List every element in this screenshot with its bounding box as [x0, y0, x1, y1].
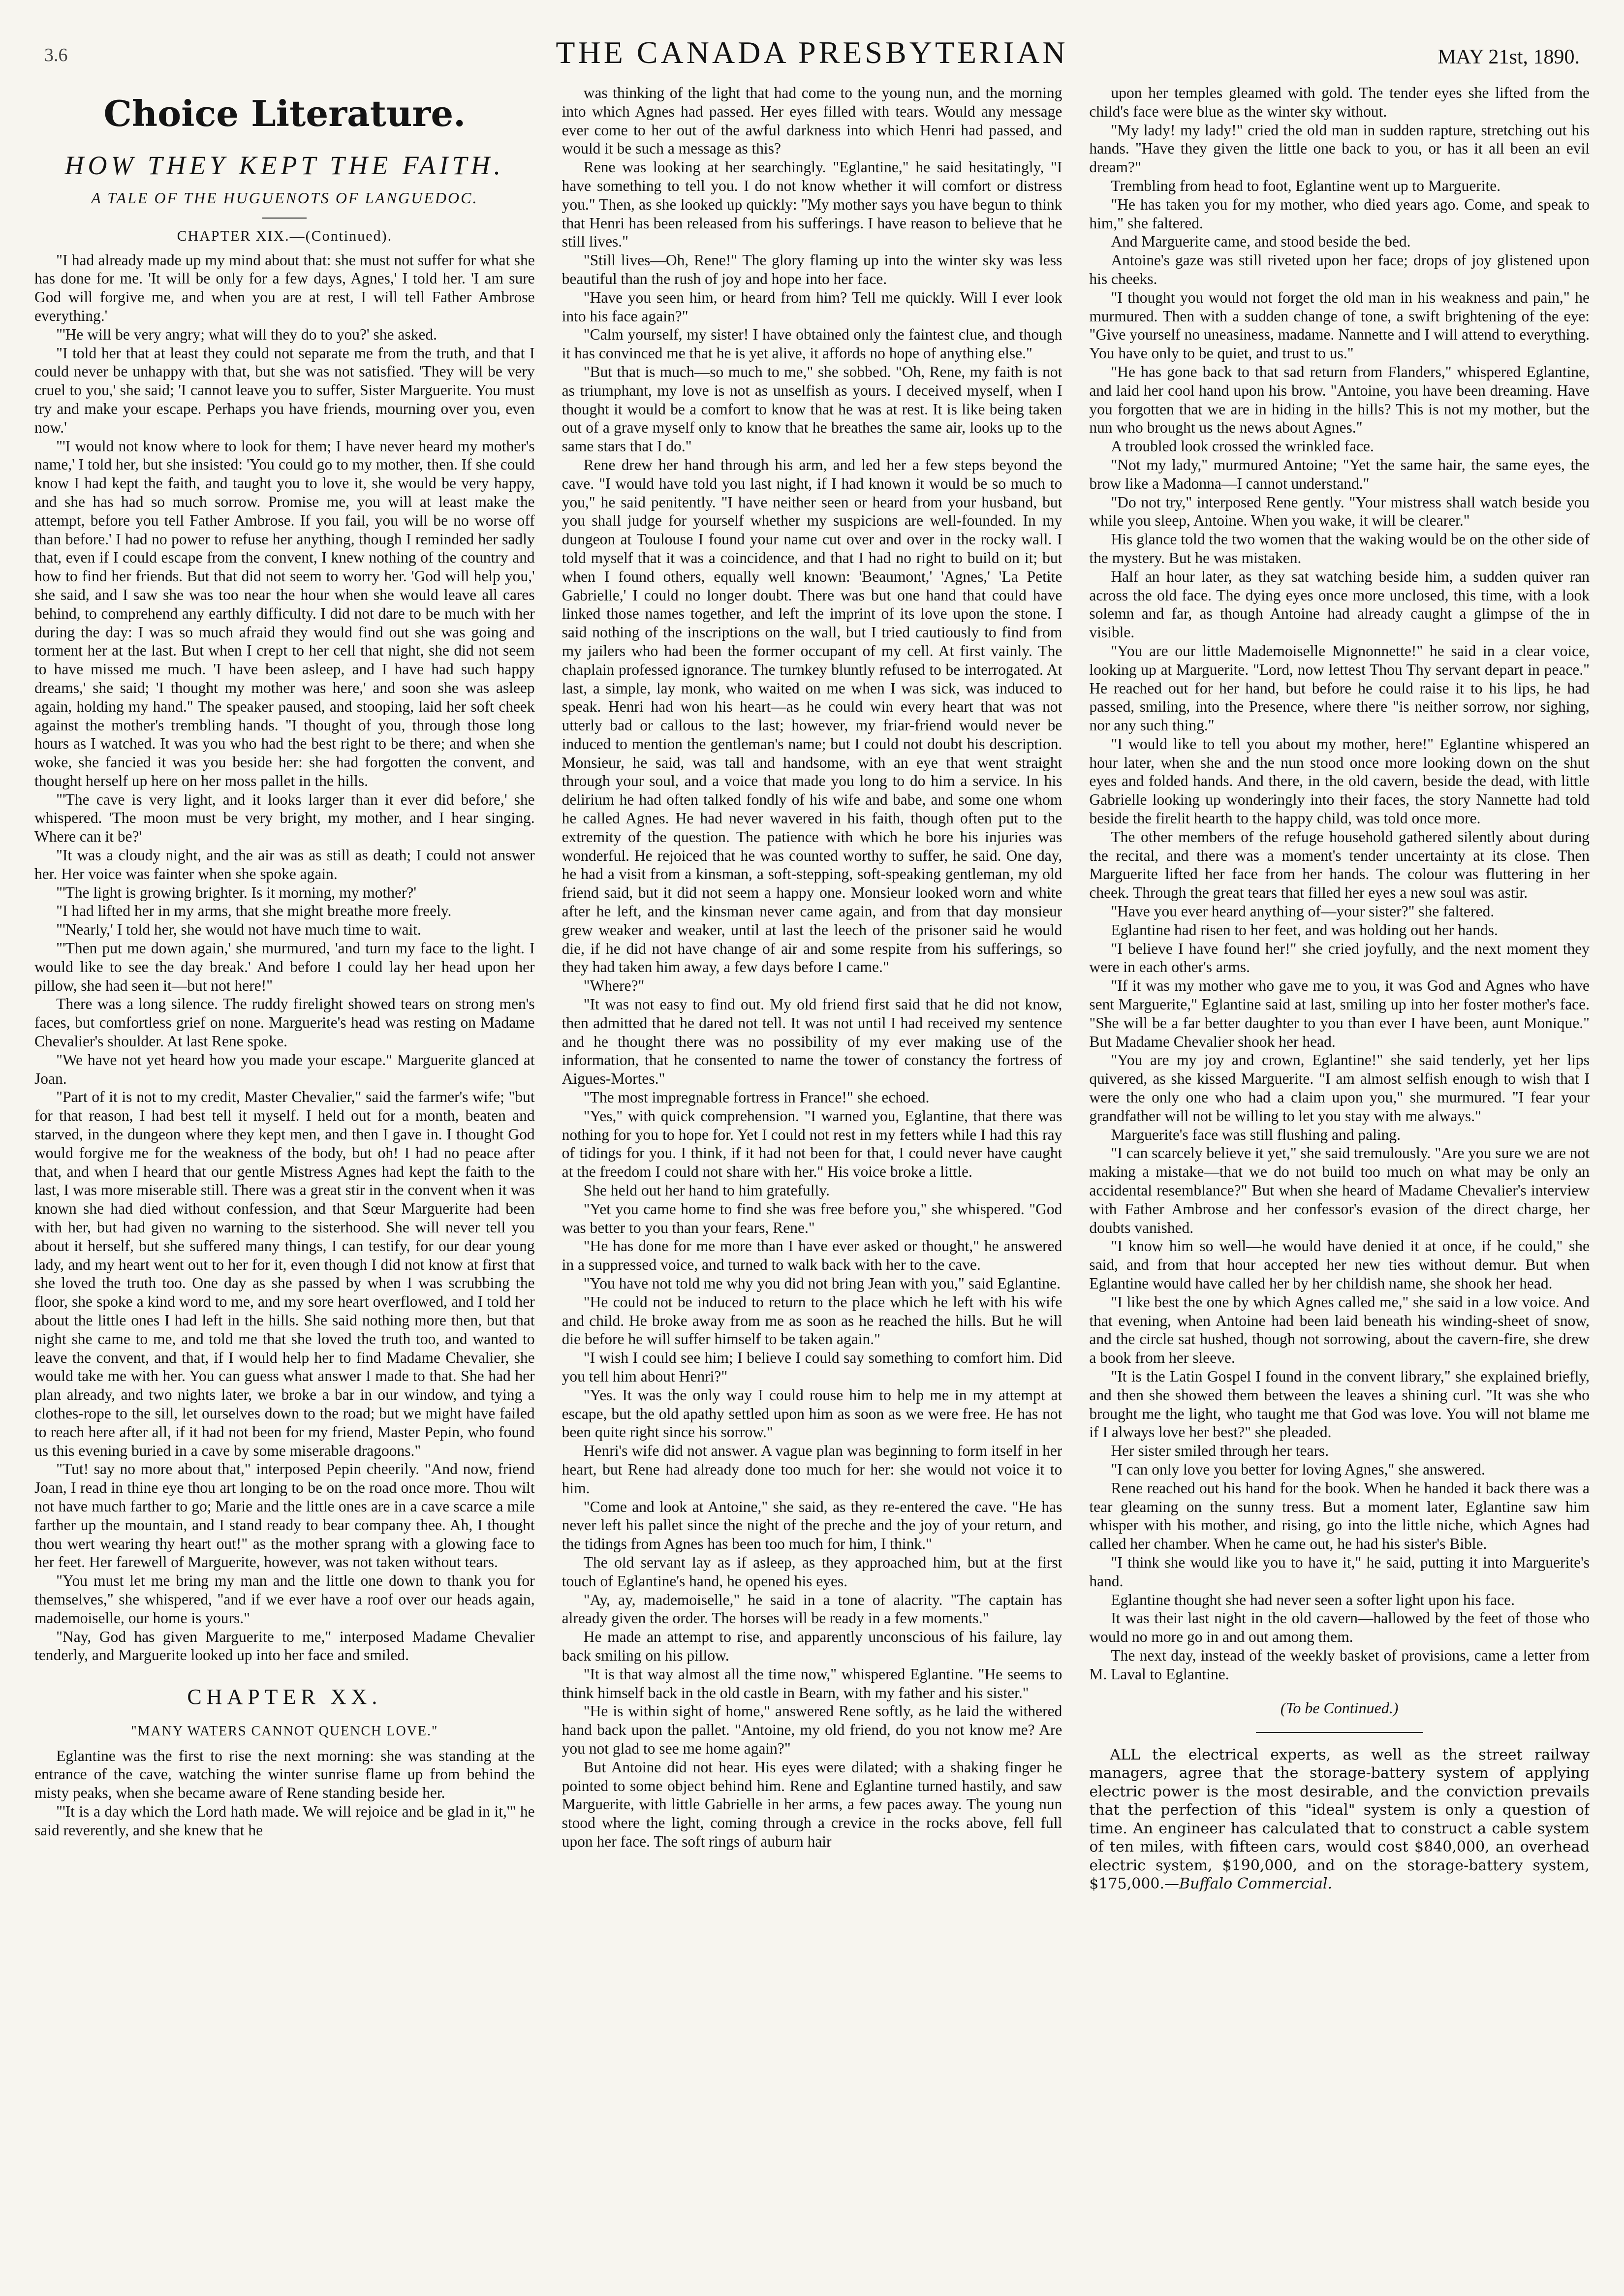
paragraph: Eglantine had risen to her feet, and was holding out her hands.: [1111, 921, 1498, 939]
paragraph: "Tut! say no more about that," interposed Pepin cheerily. "And now, friend Joan, I read in thine eye thou art longing to be on the road once more. Thou wilt not have much farther to go; Marie and the little ones are in a cave scarce a mile farther up the mountain, and I stand ready to bear company thee. Ah, I thought thou wert wearing thy heart out!" as the mother sprang with a glowing face to her feet. Her farewell of Marguerite, however, was not taken without tears.: [34, 1460, 535, 1571]
article-end-rule: [1256, 1732, 1423, 1733]
paragraph: "Still lives—Oh, Rene!" The glory flaming up into the winter sky was less beautiful than the rush of joy and hope into her face.: [562, 252, 1062, 287]
paragraph: His glance told the two women that the waking would be on the other side of the mystery. But he was mistaken.: [1089, 531, 1590, 566]
paragraph: And Marguerite came, and stood beside the bed.: [1111, 233, 1411, 251]
paragraph: Half an hour later, as they sat watching beside him, a sudden quiver ran across the old face. The dying eyes once more unclosed, this time, with a look solemn and far, as though Antoine had already caught a glimpse of the in visible.: [1089, 567, 1590, 641]
paragraph: "Come and look at Antoine," she said, as they re-entered the cave. "He has never left his pallet since the night of the preche and the joy of your return, and the tidings from Agnes has been too much for him, I think.": [562, 1498, 1062, 1553]
paragraph: "My lady! my lady!" cried the old man in sudden rapture, stretching out his hands. "Have they given the little one back to you, or has it all been an evil dream?": [1089, 121, 1590, 176]
paragraph: There was a long silence. The ruddy firelight showed tears on strong men's faces, but comfortless grief on none. Marguerite's head was resting on Madame Chevalier's shoulder. At last Rene spoke.: [34, 995, 535, 1050]
title-rule: [262, 218, 307, 219]
paragraph: "You have not told me why you did not bring Jean with you," said Eglantine.: [583, 1275, 1061, 1292]
paragraph: "I thought you would not forget the old man in his weakness and pain," he murmured. Then with a sudden change of tone, a swift brightening of the eye: "Give yourself no uneasiness, madame. Nannette and I will attend to everything. You have only to be quiet, and trust to us.": [1089, 288, 1590, 362]
paragraph: "We have not yet heard how you made your escape." Marguerite glanced at Joan.: [34, 1051, 535, 1087]
paragraph: "He has gone back to that sad return from Flanders," whispered Eglantine, and laid her cool hand upon his brow. "Antoine, you have been dreaming. Have you forgotten that we are in hiding in the hills? This is not my mother, but the nun who brought us the news about Agnes.": [1089, 363, 1590, 437]
chapter-heading: CHAPTER XIX.—(Continued).: [177, 227, 393, 244]
column-2-body: [562, 84, 1062, 1851]
paragraph: Henri's wife did not answer. A vague plan was beginning to form itself in her heart, but Rene had already done too much for her: she would not voice it to him.: [562, 1442, 1062, 1497]
paragraph: "Yes. It was the only way I could rouse him to help me in my attempt at escape, but the old apathy settled upon him as soon as we were free. He has not been quite right since his sorrow.": [562, 1386, 1062, 1441]
paragraph: "Do not try," interposed Rene gently. "Your mistress shall watch beside you while you sleep, Antoine. When you wake, it will be clearer.": [1089, 493, 1590, 530]
paragraph: "It was a cloudy night, and the air was as still as death; I could not answer her. Her voice was fainter when she spoke again.: [34, 847, 535, 882]
paragraph: The next day, instead of the weekly basket of provisions, came a letter from M. Laval to Eglantine.: [1089, 1646, 1590, 1683]
paragraph: "Calm yourself, my sister! I have obtained only the faintest clue, and though it has convinced me that he is yet alive, it affords no hope of anything else.": [562, 326, 1062, 362]
paragraph: Rene reached out his hand for the book. When he handed it back there was a tear gleaming on the sunny tress. But a moment later, Eglantine saw him whisper with his mother, and rising, go into the little niche, which Agnes had called her chamber. When he came out, he had his sister's Bible.: [1089, 1479, 1590, 1553]
paragraph: "Nay, God has given Marguerite to me," interposed Madame Chevalier tenderly, and Marguerite looked up into her face and smiled.: [34, 1628, 535, 1664]
paragraph: "I know him so well—he would have denied it at once, if he could," she said, and from that hour accepted her new ties without demur. But when Eglantine would have called her by her childish name, she shook her head.: [1089, 1237, 1590, 1292]
paragraph: "Yet you came home to find she was free before you," she whispered. "God was better to you than your fears, Rene.": [562, 1200, 1062, 1236]
paragraph: She held out her hand to him gratefully.: [583, 1182, 830, 1199]
paragraph: "'He will be very angry; what will they do to you?' she asked.: [56, 325, 437, 343]
paragraph: Marguerite's face was still flushing and paling.: [1111, 1126, 1401, 1143]
paragraph: It was their last night in the old cavern—hallowed by the feet of those who would no more go in and out among them.: [1089, 1609, 1590, 1646]
paragraph: "I had already made up my mind about that: she must not suffer for what she has done for me. 'It will be only for a few days, Agnes,' I told her. 'I am sure God will forgive me, and when you are at rest, I will tell Father Ambrose everything.': [34, 251, 535, 324]
paragraph: "He could not be induced to return to the place which he left with his wife and child. He broke away from me as soon as he reached the hills. But he will die before he will suffer himself to be taken again.": [562, 1293, 1062, 1348]
column-3-body: [1089, 84, 1590, 1684]
paragraph: Trembling from head to foot, Eglantine went up to Marguerite.: [1111, 177, 1501, 194]
paragraph: The other members of the refuge household gathered silently about during the recital, and there was a moment's tender uncertainty at its close. Then Marguerite lifted her face from her hands. The colour was fluttering in her cheek. Through the great tears that filled her eyes a new soul was astir.: [1089, 828, 1590, 902]
paragraph: "If it was my mother who gave me to you, it was God and Agnes who have sent Marguerite," Eglantine said at last, smiling up into her foster mother's face. "She will be a far better daughter to you than ever I have been, aunt Monique." But Madame Chevalier shook her head.: [1089, 977, 1590, 1050]
news-item: [1089, 1746, 1590, 1893]
paragraph: "I had lifted her in my arms, that she might breathe more freely.: [56, 902, 452, 920]
paragraph: "I can scarcely believe it yet," she said tremulously. "Are you sure we are not making a mistake—that we do not build too much on what may be only an accidental resemblance?" But when she heard of Madame Chevalier's interview with Father Ambrose and her confessor's evasion of the direct charge, her doubts vanished.: [1089, 1144, 1590, 1236]
paragraph: "'The light is growing brighter. Is it morning, my mother?': [56, 883, 417, 901]
page-number: 3.6: [44, 45, 68, 65]
paragraph: "'The cave is very light, and it looks larger than it ever did before,' she whispered. 'The moon must be very bright, my mother, and I hear singing. Where can it be?': [34, 790, 535, 846]
paragraph: "'Then put me down again,' she murmured, 'and turn my face to the light. I would like to see the day break.' And before I could lay her head upon her pillow, she had seen it—but not here!": [34, 940, 535, 994]
paragraph: "You must let me bring my man and the little one down to thank you for themselves," she whispered, "and if we ever have a roof over our heads again, mademoiselle, our home is yours.": [34, 1572, 535, 1627]
news-paragraph: ALL the electrical experts, as well as the street railway managers, agree that the storage-battery system of applying electric power is the most desirable, and the conviction prevails that the perfection of this "ideal" system is only a question of time. An engineer has calculated that to construct a cable system of ten miles, with fifteen cars, would cost $840,000, an overhead electric system, $190,000, and on the storage-battery system, $175,000.—Buffalo Commercial.: [1089, 1746, 1590, 1893]
section-title: Choice Literature.: [103, 93, 466, 134]
paragraph: "You are my joy and crown, Eglantine!" she said tenderly, yet her lips quivered, as she kissed Marguerite. "I am almost selfish enough to wish that I were the only one who had a claim upon you," she murmured. "I fear your grandfather will not be willing to let you stay with me always.": [1089, 1051, 1590, 1125]
paragraph: Rene drew her hand through his arm, and led her a few steps beyond the cave. "I would have told you last night, if I had known it would be so much to you," he said penitently. "I have neither seen or heard from your husband, but you shall judge for yourself whether my suspicions are well-founded. In my dungeon at Toulouse I found your name cut over and over in the rocky wall. I told myself that it was a coincidence, and that I had no right to build on it; but when I found others, equally well known: 'Beaumont,' 'Agnes,' 'La Petite Gabrielle,' I could no longer doubt. There was but one hand that could have linked those names together, and left the imprint of its love upon the stone. I said nothing of the inscriptions on the wall, but I tried cautiously to find from my jailers who had been the former occupant of my cell. At first vainly. The chaplain professed ignorance. The turnkey bluntly refused to be interrogated. At last, a simple, lay monk, who waited on me when I was sick, was induced to speak. Henri had won his heart—as he could win every heart that was not utterly bad or callous to the last; however, my friar-friend would never be induced to mention the gentleman's name; but I could not doubt his description. Monsieur, he said, was tall and handsome, with an eye that went straight through your soul, and a voice that made you long to do him a service. In his delirium he had often talked fondly of his wife and babe, and some one whom he called Agnes. He had never wavered in his faith, though often put to the extremity of the question. The patience with which he bore his injuries was wonderful. He rejoiced that he was counted worthy to suffer, he said. One day, he had a visit from a kinsman, a soft-stepping, soft-speaking gentleman, my old friend said, but it did not seem a happy one. Monsieur looked worn and white after he left, and the kinsman never came again, and from that day monsieur grew weaker and weaker, until at last the leech of the prisoner said he would die, if he did not have change of air and some respite from his sufferings, so they had taken him away, a few days before I came.": [562, 456, 1062, 976]
paragraph: "You are our little Mademoiselle Mignonnette!" he said in a clear voice, looking up at Marguerite. "Lord, now lettest Thou Thy servant depart in peace." He reached out for her hand, but before he could raise it to his lips, he had passed, smiling, into the Presence, where there "is neither sorrow, nor sighing, nor any such thing.": [1089, 642, 1590, 734]
column-1: [34, 84, 535, 2266]
paragraph: "I think she would like you to have it," he said, putting it into Marguerite's hand.: [1089, 1553, 1590, 1590]
page-header: [30, 34, 1594, 79]
chapter-20-epigraph: "MANY WATERS CANNOT QUENCH LOVE.": [131, 1723, 438, 1739]
story-subtitle: A TALE OF THE HUGUENOTS OF LANGUEDOC.: [91, 189, 478, 207]
paragraph: "Ay, ay, mademoiselle," he said in a tone of alacrity. "The captain has already given the order. The horses will be ready in a few moments.": [562, 1591, 1062, 1627]
story-title: HOW THEY KEPT THE FAITH.: [64, 151, 505, 181]
paragraph: "Part of it is not to my credit, Master Chevalier," said the farmer's wife; "but for that reason, I had best tell it myself. I held out for a month, beaten and starved, in the dungeon where they kept men, and then I gave in. I thought God would forgive me for the weakness of the body, but oh! I had no peace after that, and when I heard that our gentle Mistress Agnes had kept the faith to the last, I was more miserable still. There was a great stir in the convent when it was known she had died without confession, and that Sœur Marguerite had been with her, but had given no warning to the sisterhood. She will never tell you about it herself, but she suffered many things, I can testify, for our dear young lady, and my heart went out to her for it, even though I did not know at first that she loved the truth too. One day as she passed by when I was scrubbing the floor, she spoke a kind word to me, and my sore heart overflowed, and I told her about the little ones I had left in the hills. She said nothing more then, but that night she came to me, and told me that she loved the truth too, and wanted to leave the convent, and that, if I would help her to find Madame Chevalier, she would take me with her. You can guess what answer I made to that. She had her plan already, and two nights later, we broke a bar in our window, and tying a clothes-rope to the sill, let ourselves down to the road; but we might have failed to reach here after all, if it had not been for my friend, Master Pepin, who found us this evening buried in a cave by some miserable dragoons.": [34, 1088, 535, 1459]
paragraph: The old servant lay as if asleep, as they approached him, but at the first touch of Eglantine's hand, he opened his eyes.: [562, 1553, 1062, 1590]
paragraph: upon her temples gleamed with gold. The tender eyes she lifted from the child's face were blue as the winter sky without.: [1089, 84, 1590, 120]
paragraph: "Have you seen him, or heard from him? Tell me quickly. Will I ever look into his face again?": [562, 288, 1062, 325]
paragraph: Rene was looking at her searchingly. "Eglantine," he said hesitatingly, "I have something to tell you. I do not know whether it will comfort or distress you." Then, as she looked up quickly: "My mother says you have begun to think that Henri has been released from his sufferings. I have reason to believe that he still lives.": [562, 158, 1062, 251]
paragraph: "He is within sight of home," answered Rene softly, as he laid the withered hand back upon the pallet. "Antoine, my old friend, do you not know me? Are you not glad to see me home again?": [562, 1702, 1062, 1757]
paragraph: "I would like to tell you about my mother, here!" Eglantine whispered an hour later, when she and the nun stood once more looking down on the shut eyes and folded hands. And there, in the old cavern, beside the dead, with little Gabrielle looking up wonderingly into their faces, the story Nannette had told beside the firelit hearth to the happy child, was told once more.: [1089, 735, 1590, 827]
columns: [34, 84, 1590, 2266]
to-be-continued: (To be Continued.): [1280, 1698, 1399, 1717]
paragraph: Eglantine thought she had never seen a softer light upon his face.: [1111, 1591, 1515, 1608]
issue-date: MAY 21st, 1890.: [1437, 46, 1580, 68]
paragraph: "He has taken you for my mother, who died years ago. Come, and speak to him," she faltered.: [1089, 195, 1590, 232]
paragraph: was thinking of the light that had come to the young nun, and the morning into which Agnes had passed. Her eyes filled with tears. Would any message ever come to her out of the awful darkness into which Henri had passed, and would it be such a message as this?: [562, 84, 1062, 157]
paragraph: "I believe I have found her!" she cried joyfully, and the next moment they were in each other's arms.: [1089, 940, 1590, 976]
paragraph: "Yes," with quick comprehension. "I warned you, Eglantine, that there was nothing for you to hope for. Yet I could not rest in my fetters while I had this ray of tidings for you. I think, if it had not been for that, I could never have caught at the freedom I could not share with her." His voice broke a little.: [562, 1107, 1062, 1181]
paragraph: "It was not easy to find out. My old friend first said that he did not know, then admitted that he dared not tell. It was not until I had received my sentence and he thought there was no possibility of my ever making use of the information, that he consented to name the tower of constancy the fortress of Aigues-Mortes.": [562, 996, 1062, 1088]
paragraph: "'It is a day which the Lord hath made. We will rejoice and be glad in it,'" he said reverently, and she knew that he: [34, 1802, 535, 1839]
paragraph: Antoine's gaze was still riveted upon her face; drops of joy glistened upon his cheeks.: [1089, 252, 1590, 287]
news-source: Buffalo Commercial.: [1179, 1875, 1333, 1893]
paragraph: He made an attempt to rise, and apparently unconscious of his failure, lay back smiling on his pillow.: [562, 1628, 1062, 1664]
paragraph: "Not my lady," murmured Antoine; "Yet the same hair, the same eyes, the brow like a Madonna—I cannot understand.": [1089, 456, 1590, 492]
column-2: [562, 84, 1062, 2266]
paragraph: "'Nearly,' I told her, she would not have much time to wait.: [56, 921, 421, 939]
column-1-body: [34, 251, 535, 1665]
chapter-20-body: [34, 1747, 535, 1840]
paragraph: "The most impregnable fortress in France!" she echoed.: [583, 1089, 930, 1106]
paragraph: "But that is much—so much to me," she sobbed. "Oh, Rene, my faith is not as triumphant, my love is not as unselfish as yours. I deceived myself, when I thought it would be a comfort to know that he was at rest. It is like being taken out of a grave myself only to know that he breathes the same air, looks up to the same stars that I do.": [562, 363, 1062, 455]
paragraph: "Where?": [583, 977, 645, 995]
paragraph: A troubled look crossed the wrinkled face.: [1111, 438, 1374, 455]
paragraph: But Antoine did not hear. His eyes were dilated; with a shaking finger he pointed to some object behind him. Rene and Eglantine turned hastily, and saw Marguerite, with little Gabrielle in her arms, a few paces away. The young nun stood where the light, coming through a crevice in the rocks above, fell full upon her face. The soft rings of auburn hair: [562, 1758, 1062, 1850]
paragraph: "It is the Latin Gospel I found in the convent library," she explained briefly, and then she showed them between the leaves a shining curl. "It was she who brought me the light, who taught me that God was love. You will not blame me if I always love her best?" she pleaded.: [1089, 1367, 1590, 1441]
paragraph: Her sister smiled through her tears.: [1111, 1442, 1329, 1460]
paragraph: "I told her that at least they could not separate me from the truth, and that I could never be unhappy with that, but she was not satisfied. 'They will be very cruel to you,' she said; 'I cannot leave you to suffer, Sister Marguerite. You must try and make your escape. Perhaps you have friends, mourning over you, even now.': [34, 344, 535, 436]
paragraph: Eglantine was the first to rise the next morning: she was standing at the entrance of the cave, watching the winter sunrise flame up from behind the misty peaks, when she became aware of Rene standing beside her.: [34, 1747, 535, 1802]
paragraph: "It is that way almost all the time now," whispered Eglantine. "He seems to think himself back in the old castle in Bearn, with my father and his sister.": [562, 1665, 1062, 1701]
paragraph: "I wish I could see him; I believe I could say something to comfort him. Did you tell him about Henri?": [562, 1349, 1062, 1385]
masthead: THE CANADA PRESBYTERIAN: [556, 35, 1068, 70]
column-3: [1089, 84, 1590, 2266]
paragraph: "I like best the one by which Agnes called me," she said in a low voice. And that evening, when Antoine had been laid beneath his winding-sheet of snow, and the circle sat hushed, though not sorrowing, about the cavern-fire, she drew a book from her sleeve.: [1089, 1293, 1590, 1367]
paragraph: "I can only love you better for loving Agnes," she answered.: [1111, 1460, 1485, 1478]
chapter-20-heading: CHAPTER XX.: [187, 1685, 382, 1709]
paragraph: "'I would not know where to look for them; I have never heard my mother's name,' I told her, but she insisted: 'You could go to my mother, then. If she could know I had kept the faith, and taught you to love it, she would be very happy, and she has had so much sorrow. Promise me, you will at least make the attempt, before you tell Father Ambrose. If you fail, you will be no worse off than before.' I had no power to refuse her anything, though I reminded her sadly that, even if I could escape from the convent, I knew nothing of the country and how to find her friends. But that did not seem to worry her. 'God will help you,' she said, and I saw she was too near the hour when she would leave all cares behind, to comprehend any earthly difficulty. I did not dare to be much with her during the day: I was so much afraid they would find out she was going and torment her at the last. But when I crept to her cell that night, she did not seem to have missed me much. 'I have been asleep, and I have had such happy dreams,' she said; 'I thought my mother was here,' and soon she was asleep again, holding my hand." The speaker paused, and stooping, laid her soft cheek against the mother's trembling hands. "I thought of you, through those long hours as I watched. It was you who had the best right to be there; and when she woke, she fancied it was you beside her: she had forgotten the convent, and thought herself up here on her moss pallet in the hills.: [34, 437, 535, 789]
paragraph: "He has done for me more than I have ever asked or thought," he answered in a suppressed voice, and turned to walk back with her to the cave.: [562, 1237, 1062, 1274]
paragraph: "Have you ever heard anything of—your sister?" she faltered.: [1111, 903, 1495, 920]
